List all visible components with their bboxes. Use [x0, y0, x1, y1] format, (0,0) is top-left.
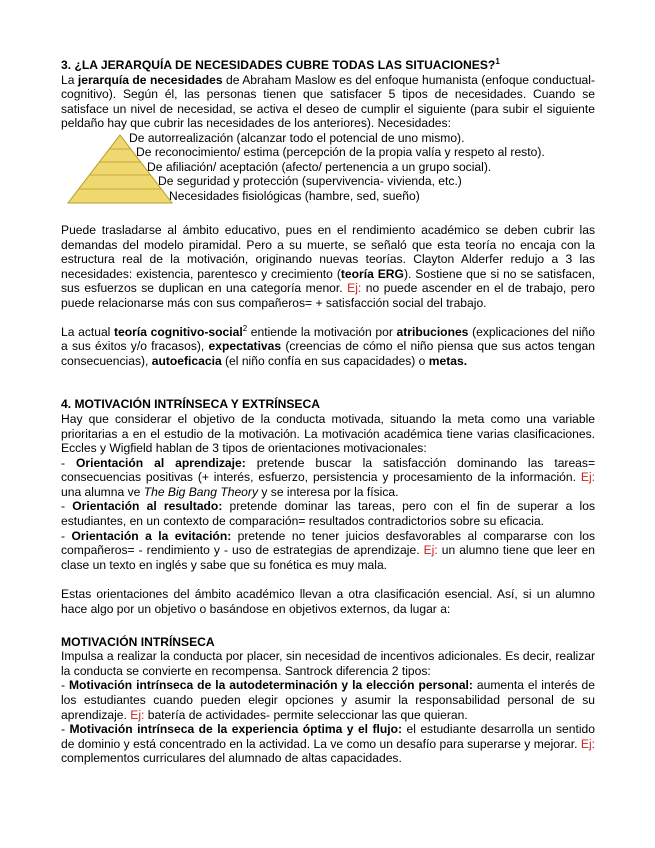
classification-paragraph: Estas orientaciones del ámbito académico llevan a otra clasificación esencial. Así, si un alumno hace algo por un objetivo o basándose en objetivos externos, da lugar a:	[61, 587, 595, 617]
need-safety: De seguridad y protección (supervivencia- vivienda, etc.)	[158, 174, 462, 189]
need-self-actualization: De autorrealización (alcanzar todo el potencial de uno mismo).	[129, 130, 465, 145]
maslow-paragraph: La jerarquía de necesidades de Abraham Maslow es del enfoque humanista (enfoque conductual-cognitivo). Según él, las personas tienen que satisfacer 5 tipos de necesidades. Cuando se satisface un nivel de necesidad, se activa el deseo de cumplir el siguiente (para subir el siguiente peldaño hay que cubrir las necesidades de los anteriores). Necesidades:	[61, 72, 595, 131]
need-physiological: Necesidades fisiológicas (hambre, sed, sueño)	[169, 188, 420, 203]
document-page	[61, 58, 595, 766]
maslow-pyramid	[61, 131, 595, 204]
need-affiliation: De afiliación/ aceptación (afecto/ pertenencia a un grupo social).	[147, 159, 492, 174]
orientation-result: - Orientación al resultado: pretende dominar las tareas, pero con el fin de superar a los estudiantes, en un contexto de comparación= resultados contradictorios sobre su eficacia.	[61, 499, 595, 529]
intrinsic-type-flow: - Motivación intrínseca de la experiencia óptima y el flujo: el estudiante desarrolla un sentido de dominio y está concentrado en la actividad. La ve como un desafío para superarse y mejorar. Ej: complementos curriculares del alumnado de altas capacidades.	[61, 722, 595, 766]
section-4-title: 4. MOTIVACIÓN INTRÍNSECA Y EXTRÍNSECA	[61, 397, 320, 412]
need-esteem: De reconocimiento/ estima (percepción de la propia valía y respeto al resto).	[136, 145, 545, 160]
orientations-intro: Hay que considerar el objetivo de la conducta motivada, situando la meta como una variable prioritarias a en el estudio de la motivación. La motivación académica tiene varias clasificaciones. Eccles y Wigfield hablan de 3 tipos de orientaciones motivacionales:	[61, 411, 595, 456]
orientation-learning: - Orientación al aprendizaje: pretende buscar la satisfacción dominando las tareas= consecuencias positivas (+ interés, esfuerzo, persistencia y procesamiento de la información. Ej: una alumna ve The Big Bang Theory y se interesa por la física.	[61, 455, 596, 499]
orientation-avoidance: - Orientación a la evitación: pretende no tener juicios desfavorables al compararse con los compañeros= - rendimiento y - uso de estrategias de aprendizaje. Ej: un alumno tiene que leer en clase un texto en inglés y sabe que su fonética es muy mala.	[61, 528, 595, 572]
section-3-title: 3. ¿LA JERARQUÍA DE NECESIDADES CUBRE TODAS LAS SITUACIONES?$^1$	[61, 56, 500, 72]
intrinsic-title: MOTIVACIÓN INTRÍNSECA	[61, 634, 215, 649]
cognitive-social-paragraph: La actual teoría cognitivo-social$^2$ entiende la motivación por atribuciones (explicaciones del niño a sus éxitos y/o fracasos), expectativas (creencias de cómo el niño piensa que sus actos tengan consecuencias), autoeficacia (el niño confía en sus capacidades) o metas.	[61, 323, 596, 368]
intrinsic-intro: Impulsa a realizar la conducta por placer, sin necesidad de incentivos adicionales. Es decir, realizar la conducta se convierte en recompensa. Santrock diferencia 2 tipos:	[61, 649, 595, 678]
erg-paragraph: Puede trasladarse al ámbito educativo, pues en el rendimiento académico se deben cubrir las demandas del modelo piramidal. Pero a su muerte, se señaló que esta teoría no encaja con la estructura real de la motivación, originando nuevas teorías. Clayton Alderfer redujo a 3 las necesidades: existencia, parentesco y crecimiento (teoría ERG). Sostiene que si no se satisfacen, sus esfuerzos se duplican en una categoría menor. Ej: no puede ascender en el de trabajo, pero puede relacionarse más con sus compañeros= + satisfacción social del trabajo.	[61, 222, 595, 310]
intrinsic-type-self-determination: - Motivación intrínseca de la autodeterminación y la elección personal: aumenta el interés de los estudiantes cuando pueden elegir opciones y asumir la responsabilidad personal de su aprendizaje. Ej: batería de actividades- permite seleccionar las que quieran.	[61, 678, 595, 722]
